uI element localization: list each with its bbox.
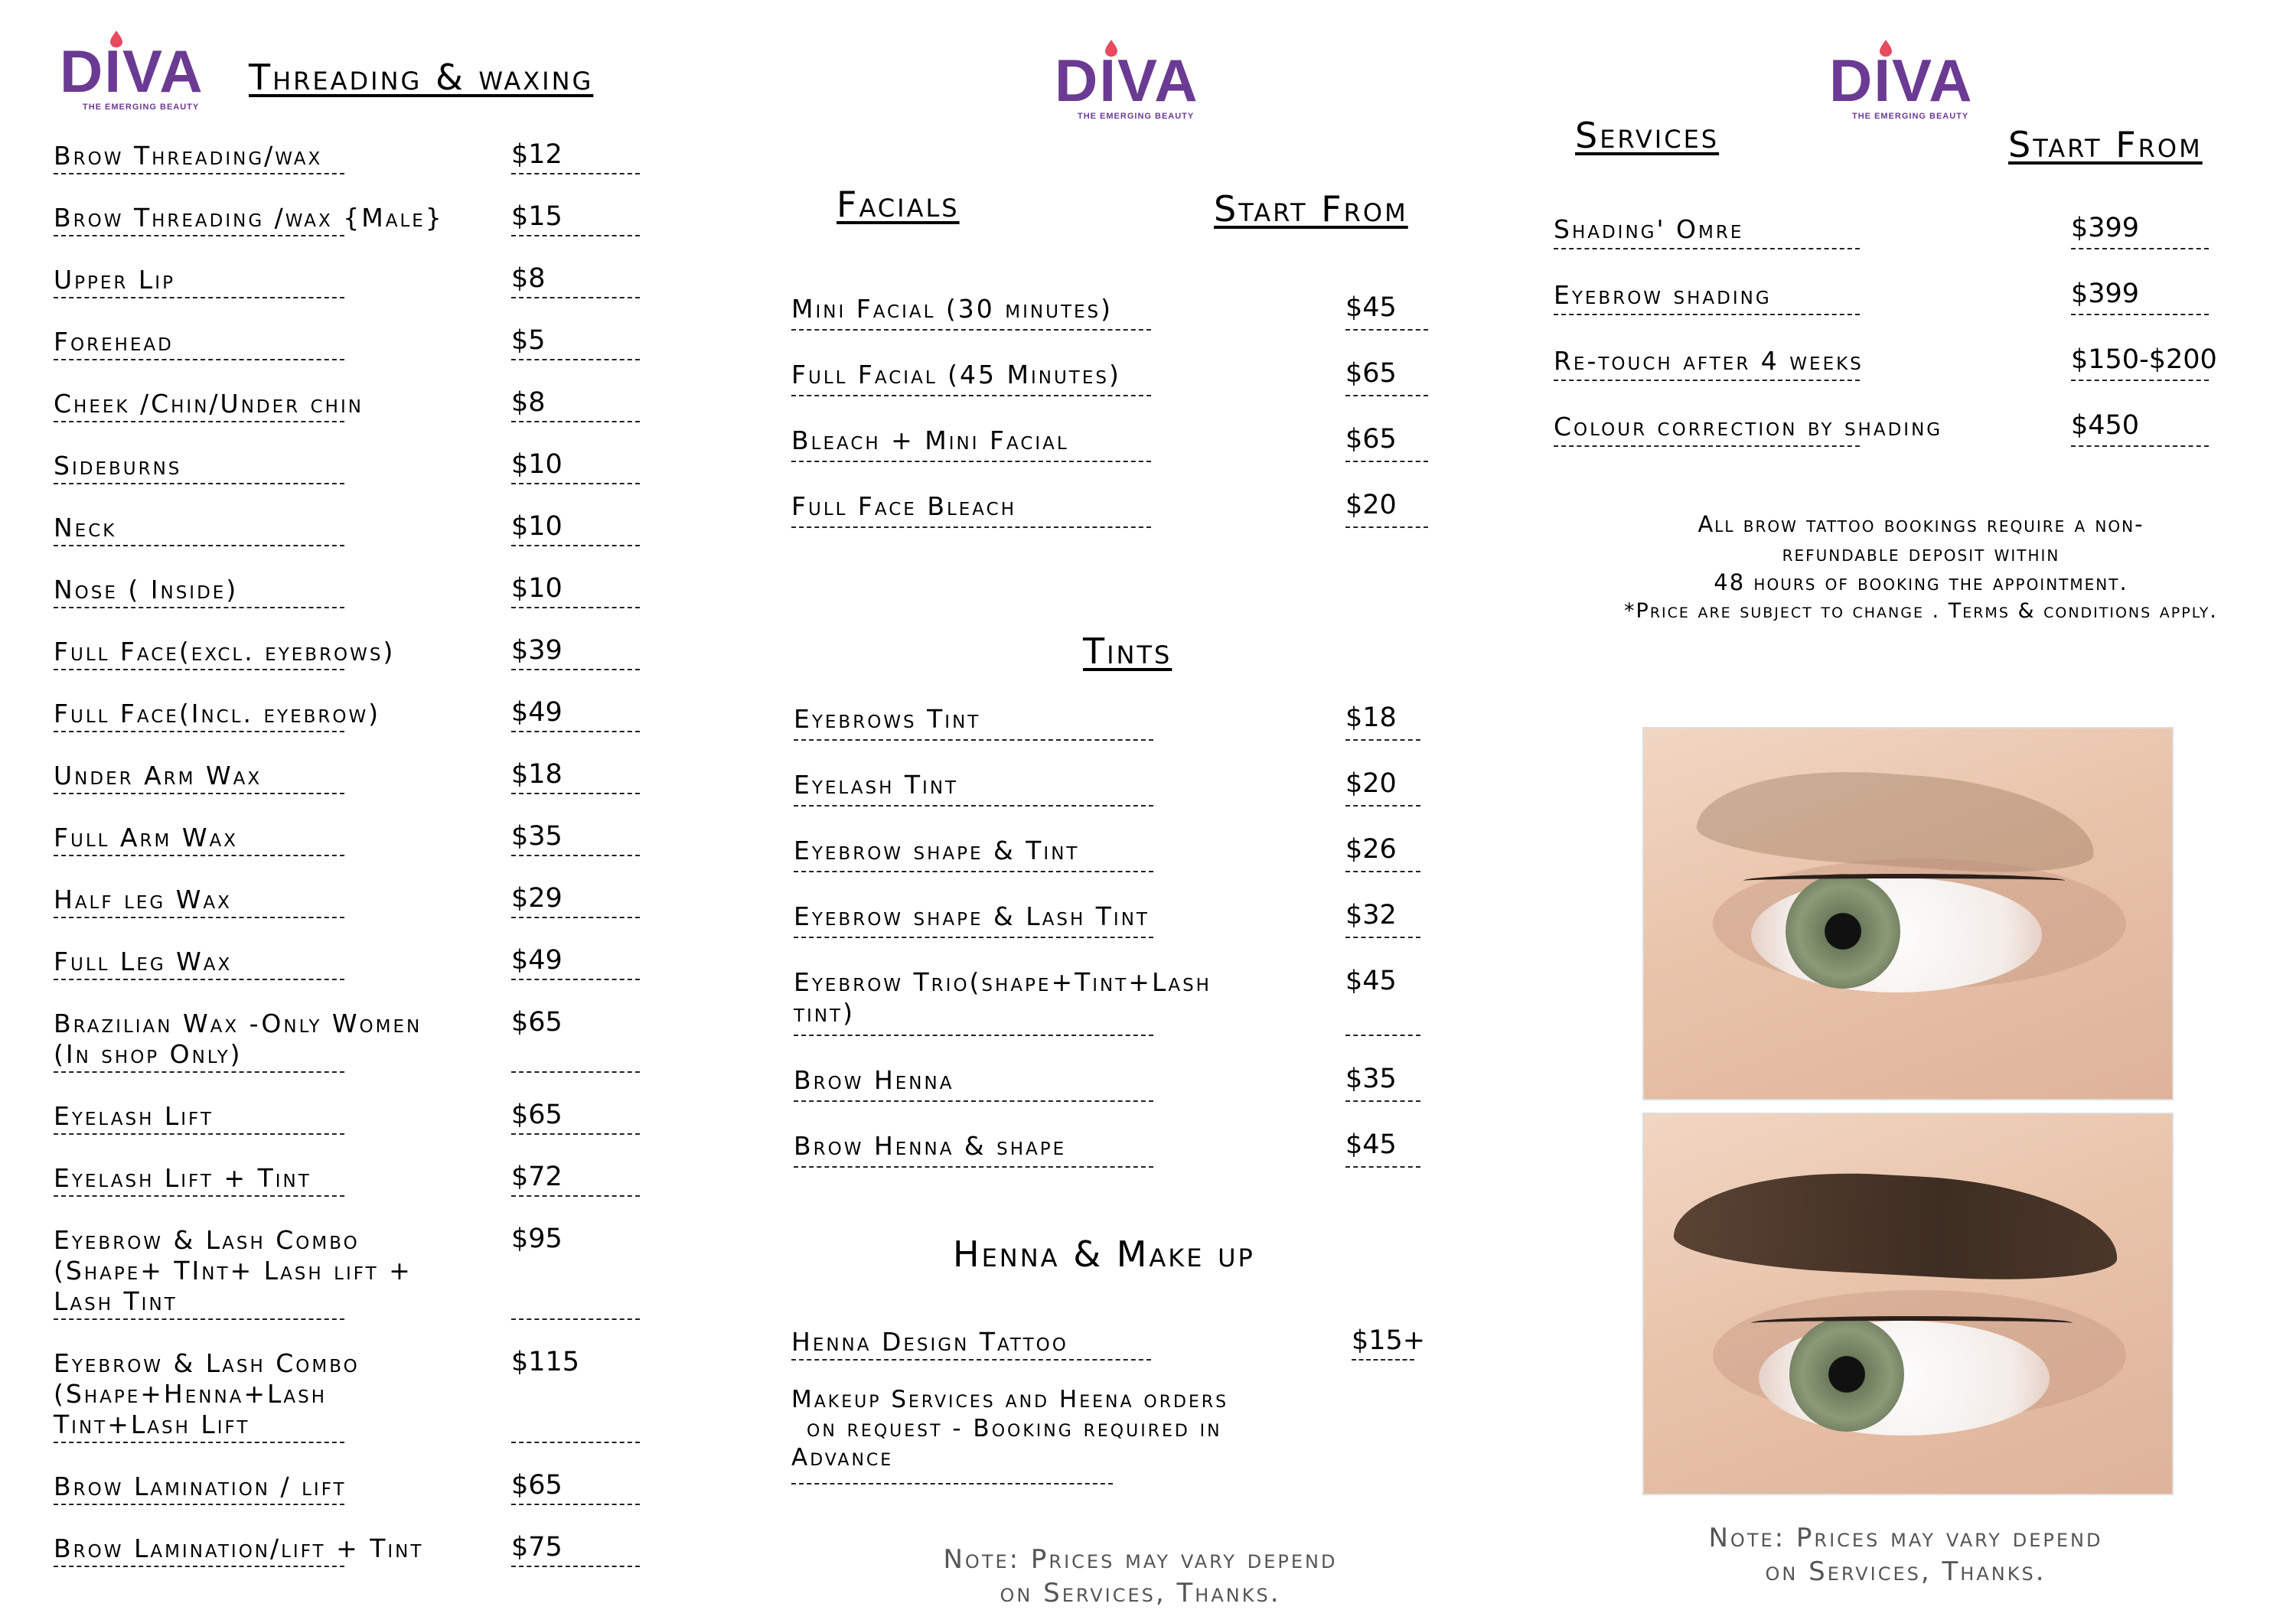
service-price: $35 xyxy=(1345,1064,1397,1094)
dashed-separator xyxy=(1345,329,1428,331)
service-price: $65 xyxy=(1345,424,1397,455)
service-price: $65 xyxy=(1345,358,1397,389)
dashed-separator xyxy=(1345,1035,1420,1036)
dashed-separator xyxy=(511,607,640,608)
dashed-separator xyxy=(791,1359,1151,1361)
service-price: $65 xyxy=(511,1470,563,1501)
dashed-separator xyxy=(54,235,344,236)
dashed-separator xyxy=(511,1133,640,1135)
service-name: Brow Lamination / lift xyxy=(54,1471,347,1501)
dashed-separator xyxy=(511,483,640,484)
service-price: $95 xyxy=(511,1224,563,1254)
dashed-separator xyxy=(54,1133,344,1135)
service-name: Full Arm Wax xyxy=(54,823,238,852)
tints-heading: Tints xyxy=(1083,631,1172,672)
dashed-separator xyxy=(511,855,640,856)
dashed-separator xyxy=(1554,445,1860,447)
service-price: $10 xyxy=(511,449,563,480)
dashed-separator xyxy=(511,669,640,670)
service-name: Henna Design Tattoo xyxy=(791,1327,1068,1357)
service-price: $15 xyxy=(511,201,563,232)
dashed-separator xyxy=(1345,1100,1420,1102)
dashed-separator xyxy=(54,297,344,298)
service-price: $15+ xyxy=(1352,1325,1426,1356)
eyebrow-after-photo xyxy=(1642,1113,2174,1495)
logo-word: DIVA xyxy=(1829,47,1974,114)
service-price: $20 xyxy=(1345,490,1397,520)
dashed-separator xyxy=(794,937,1153,938)
service-price: $45 xyxy=(1345,966,1397,996)
dashed-separator xyxy=(54,731,344,732)
dashed-separator xyxy=(54,359,344,360)
dashed-separator xyxy=(511,1504,640,1505)
service-name: Colour correction by shading xyxy=(1554,412,1943,442)
service-name: Eyebrows Tint xyxy=(794,704,981,734)
service-name: Half leg Wax xyxy=(54,885,232,914)
dashed-separator xyxy=(1345,805,1420,807)
dashed-separator xyxy=(794,1100,1153,1102)
dashed-separator xyxy=(1554,248,1860,249)
dashed-separator xyxy=(54,1318,344,1320)
dashed-separator xyxy=(791,395,1151,396)
service-price: $65 xyxy=(511,1007,563,1038)
dashed-separator xyxy=(511,1566,640,1567)
dashed-separator xyxy=(511,1318,640,1320)
service-name: Shading' Omre xyxy=(1554,214,1744,244)
service-name: Eyebrow shading xyxy=(1554,280,1772,310)
dashed-separator xyxy=(2071,314,2209,315)
service-name: Eyebrow & Lash Combo (Shape+Henna+Lash Tint+Lash Lift xyxy=(54,1348,360,1439)
service-price: $18 xyxy=(511,759,563,790)
dashed-separator xyxy=(511,359,640,360)
dashed-separator xyxy=(791,461,1151,462)
dashed-separator xyxy=(511,297,640,298)
service-price: $10 xyxy=(511,573,563,604)
service-name: Mini Facial (30 minutes) xyxy=(791,294,1114,324)
henna-booking-note: Makeup Services and Heena orders on request - Booking required in Advance xyxy=(791,1385,1228,1484)
service-name: Full Leg Wax xyxy=(54,947,233,976)
dashed-separator xyxy=(511,235,640,236)
service-price: $115 xyxy=(511,1347,580,1377)
service-name: Eyebrow Trio(shape+Tint+Lash tint) xyxy=(794,967,1212,1028)
dashed-separator xyxy=(54,483,344,484)
iris-icon xyxy=(1786,874,1900,989)
service-price: $75 xyxy=(511,1532,563,1563)
service-price: $49 xyxy=(511,697,563,728)
price-note-right: Note: Prices may vary depend on Services, Thanks. xyxy=(1708,1523,2103,1587)
logo-tagline: THE EMERGING BEAUTY xyxy=(1078,112,1195,121)
dashed-separator xyxy=(2071,248,2209,249)
service-name: Brow Threading/wax xyxy=(54,141,323,171)
dashed-separator xyxy=(54,1071,344,1073)
services-start-from: Start From xyxy=(2008,124,2203,165)
service-name: Cheek /Chin/Under chin xyxy=(54,389,364,419)
dashed-separator xyxy=(1345,461,1428,462)
dashed-separator xyxy=(511,917,640,918)
dashed-separator xyxy=(54,979,344,980)
service-price: $45 xyxy=(1345,292,1397,323)
dashed-separator xyxy=(791,1483,1113,1484)
dashed-separator xyxy=(794,805,1153,807)
facials-start-from: Start From xyxy=(1214,188,1408,230)
service-price: $35 xyxy=(511,821,563,852)
dashed-separator xyxy=(1345,526,1428,528)
price-note-middle: Note: Prices may vary depend on Services, Thanks. xyxy=(943,1544,1338,1608)
dashed-separator xyxy=(54,173,344,174)
service-name: Brazilian Wax -Only Women (In shop Only) xyxy=(54,1009,422,1069)
dashed-separator xyxy=(1345,1166,1420,1168)
logo-word: DIVA xyxy=(60,37,204,105)
service-name: Eyelash Tint xyxy=(794,770,959,800)
dashed-separator xyxy=(1345,395,1428,396)
dashed-separator xyxy=(2071,445,2209,447)
diva-logo-middle xyxy=(1055,40,1215,124)
diva-logo-right xyxy=(1829,40,1990,124)
dashed-separator xyxy=(1352,1359,1414,1361)
dashed-separator xyxy=(511,979,640,980)
service-name: Under Arm Wax xyxy=(54,761,263,790)
deposit-notice: All brow tattoo bookings require a non- refundable deposit within 48 hours of booking the appointment. *Price are subject to change . Terms & conditions apply. xyxy=(1624,511,2218,623)
service-price: $20 xyxy=(1345,768,1397,799)
dashed-separator xyxy=(1345,937,1420,938)
dashed-separator xyxy=(511,731,640,732)
service-name: Full Face(excl. eyebrows) xyxy=(54,637,396,666)
service-name: Brow Henna xyxy=(794,1065,954,1095)
dashed-separator xyxy=(794,871,1153,872)
service-price: $12 xyxy=(511,139,563,170)
service-name: Nose ( Inside) xyxy=(54,575,239,605)
service-name: Full Face Bleach xyxy=(791,491,1016,521)
service-price: $8 xyxy=(511,387,546,418)
dashed-separator xyxy=(791,526,1151,528)
dashed-separator xyxy=(54,855,344,856)
dashed-separator xyxy=(54,1442,344,1443)
logo-word: DIVA xyxy=(1055,47,1199,114)
dashed-separator xyxy=(794,739,1153,741)
service-name: Eyebrow shape & Lash Tint xyxy=(794,901,1150,931)
service-price: $26 xyxy=(1345,834,1397,865)
service-price: $399 xyxy=(2071,213,2140,243)
service-name: Brow Lamination/lift + Tint xyxy=(54,1533,424,1563)
dashed-separator xyxy=(511,173,640,174)
service-name: Re-touch after 4 weeks xyxy=(1554,346,1864,376)
service-name: Eyelash Lift + Tint xyxy=(54,1163,311,1193)
service-name: Neck xyxy=(54,513,117,543)
dashed-separator xyxy=(1345,739,1420,741)
dashed-separator xyxy=(511,1195,640,1197)
service-name: Full Facial (45 Minutes) xyxy=(791,360,1121,389)
dashed-separator xyxy=(791,329,1151,331)
henna-heading: Henna & Make up xyxy=(953,1234,1255,1275)
dashed-separator xyxy=(794,1166,1153,1168)
service-price: $450 xyxy=(2071,410,2140,441)
service-price: $65 xyxy=(511,1100,563,1130)
logo-tagline: THE EMERGING BEAUTY xyxy=(83,103,200,112)
dashed-separator xyxy=(54,545,344,546)
service-price: $39 xyxy=(511,635,563,666)
services-heading: Services xyxy=(1575,115,1720,156)
service-name: Brow Threading /wax {Male} xyxy=(54,203,444,233)
service-name: Sideburns xyxy=(54,451,182,481)
service-name: Brow Henna & shape xyxy=(794,1131,1067,1161)
dashed-separator xyxy=(511,1442,640,1443)
service-price: $399 xyxy=(2071,279,2140,309)
dashed-separator xyxy=(54,607,344,608)
dashed-separator xyxy=(511,793,640,794)
dashed-separator xyxy=(54,669,344,670)
dashed-separator xyxy=(1554,380,1860,381)
service-name: Forehead xyxy=(54,327,174,357)
eyebrow-before-photo xyxy=(1642,727,2174,1100)
dashed-separator xyxy=(54,1504,344,1505)
service-name: Bleach + Mini Facial xyxy=(791,425,1069,455)
dashed-separator xyxy=(54,1566,344,1567)
dashed-separator xyxy=(54,793,344,794)
service-name: Full Face(Incl. eyebrow) xyxy=(54,699,381,728)
service-name: Eyelash Lift xyxy=(54,1101,214,1131)
diva-logo xyxy=(60,31,220,115)
service-price: $72 xyxy=(511,1162,563,1192)
dashed-separator xyxy=(511,545,640,546)
service-name: Eyebrow shape & Tint xyxy=(794,836,1080,865)
dashed-separator xyxy=(54,917,344,918)
dashed-separator xyxy=(511,1071,640,1073)
logo-tagline: THE EMERGING BEAUTY xyxy=(1852,112,1969,121)
iris-icon xyxy=(1789,1317,1904,1432)
service-name: Eyebrow & Lash Combo (Shape+ TInt+ Lash lift + Lash Tint xyxy=(54,1225,413,1316)
service-price: $10 xyxy=(511,511,563,542)
dashed-separator xyxy=(511,421,640,422)
service-price: $18 xyxy=(1345,702,1397,733)
dashed-separator xyxy=(1345,871,1420,872)
dashed-separator xyxy=(1554,314,1860,315)
service-name: Upper Lip xyxy=(54,265,175,295)
service-price: $8 xyxy=(511,263,546,294)
dashed-separator xyxy=(54,421,344,422)
service-price: $45 xyxy=(1345,1129,1397,1160)
facials-heading: Facials xyxy=(837,184,960,225)
dashed-separator xyxy=(2071,380,2209,381)
service-price: $49 xyxy=(511,945,563,976)
service-price: $150-$200 xyxy=(2071,344,2217,375)
service-price: $29 xyxy=(511,883,563,914)
dashed-separator xyxy=(794,1035,1153,1036)
dashed-separator xyxy=(54,1195,344,1197)
service-price: $32 xyxy=(1345,900,1397,930)
threading-heading: Threading & waxing xyxy=(249,57,594,98)
service-price: $5 xyxy=(511,325,546,356)
